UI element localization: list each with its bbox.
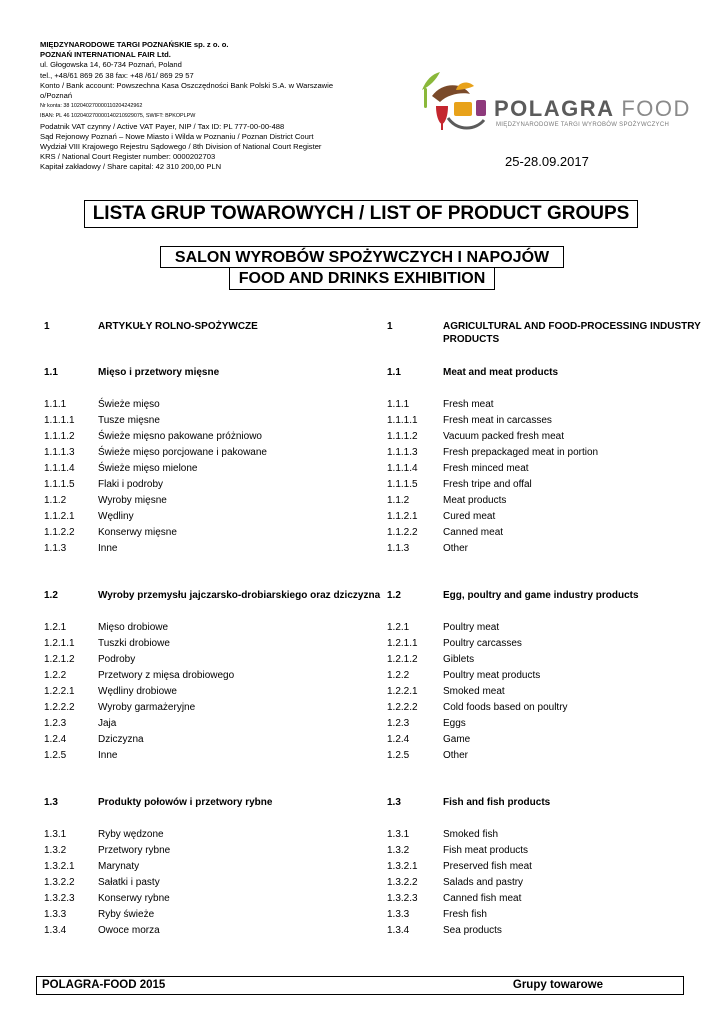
- group-name: Poultry meat products: [443, 670, 541, 681]
- group-name: Podroby: [98, 654, 136, 665]
- group-code: 1.1.1.1: [44, 415, 75, 426]
- group-code: 1.2.1.1: [387, 638, 418, 649]
- section-title-pl: SALON WYROBÓW SPOŻYWCZYCH I NAPOJÓW: [160, 246, 564, 268]
- group-name: Fresh meat: [443, 399, 494, 410]
- group-code: 1.3.2.1: [44, 861, 75, 872]
- group-name: Przetwory z mięsa drobiowego: [98, 670, 235, 681]
- group-code: 1.3.2.2: [44, 877, 75, 888]
- group-name: Świeże mięso mielone: [98, 463, 198, 474]
- group-code: 1.3.3: [387, 909, 410, 920]
- group-name: Dziczyzna: [98, 734, 144, 745]
- group-name: Other: [443, 750, 469, 761]
- group-code: 1.1.1.3: [44, 447, 75, 458]
- group-name: Cured meat: [443, 511, 496, 522]
- group-name: Sałatki i pasty: [98, 877, 160, 888]
- group-code: 1.1.1.2: [387, 431, 418, 442]
- group-code: 1.1.3: [387, 543, 410, 554]
- header-line: Sąd Rejonowy Poznań – Nowe Miasto i Wilda w Poznaniu / Poznan District Court: [40, 131, 314, 141]
- section-title-en: FOOD AND DRINKS EXHIBITION: [229, 268, 495, 290]
- group-code: 1.2.1.1: [44, 638, 75, 649]
- group-code: 1.1.1: [44, 399, 67, 410]
- group-code: 1.2.2.2: [44, 702, 75, 713]
- group-code: 1.3.2.3: [387, 893, 418, 904]
- group-code: 1.1: [44, 367, 58, 378]
- group-code: 1.2.2: [387, 670, 410, 681]
- group-code: 1.2: [44, 590, 58, 601]
- logo-subtitle: MIĘDZYNARODOWE TARGI WYROBÓW SPOŻYWCZYCH: [496, 122, 670, 128]
- group-name: Fresh fish: [443, 909, 487, 920]
- group-name: Preserved fish meat: [443, 861, 532, 872]
- group-code: 1.1.2: [44, 495, 67, 506]
- group-code: 1.1.1.1: [387, 415, 418, 426]
- header-line: IBAN: PL 46 10204027000014021092907​5, SWIFT: BPKOPLPW: [40, 113, 196, 120]
- group-code: 1.1.1.5: [387, 479, 418, 490]
- group-name: Jaja: [98, 718, 117, 729]
- group-name: Przetwory rybne: [98, 845, 171, 856]
- group-name: Produkty połowów i przetwory rybne: [98, 797, 273, 808]
- group-code: 1.1.2.1: [387, 511, 418, 522]
- group-name: Smoked fish: [443, 829, 499, 840]
- group-name: Game: [443, 734, 471, 745]
- group-code: 1.2.4: [44, 734, 67, 745]
- group-name: Konserwy rybne: [98, 893, 170, 904]
- company-header: [40, 40, 340, 173]
- group-name: AGRICULTURAL AND FOOD-PROCESSING INDUSTRY: [443, 321, 701, 332]
- logo-wordmark: POLAGRA FOOD: [494, 96, 691, 121]
- header-line: tel., +48/61 869 26 38 fax: +48 /61/ 869 29 57: [40, 70, 194, 80]
- group-name: Other: [443, 543, 469, 554]
- group-code: 1.2.3: [44, 718, 67, 729]
- group-name: Tuszki drobiowe: [98, 638, 170, 649]
- group-code: 1.3.2.3: [44, 893, 75, 904]
- group-code: 1: [44, 321, 50, 332]
- group-name: Flaki i podroby: [98, 479, 164, 490]
- header-line: MIĘDZYNARODOWE TARGI POZNAŃSKIE sp. z o. o.: [40, 40, 229, 49]
- group-code: 1.1.2.1: [44, 511, 75, 522]
- header-line: Wydział VIII Krajowego Rejestru Sądowego / 8th Division of National Court Register: [40, 142, 322, 152]
- group-name: Giblets: [443, 654, 475, 665]
- group-name: Konserwy mięsne: [98, 527, 177, 538]
- group-name: Tusze mięsne: [98, 415, 160, 426]
- group-code: 1: [387, 321, 393, 332]
- group-code: 1.1.1.4: [44, 463, 75, 474]
- group-name: Świeże mięsno pakowane próżniowo: [98, 431, 262, 442]
- group-code: 1.3.2.2: [387, 877, 418, 888]
- group-name: Wędliny: [98, 511, 134, 522]
- page-title: LISTA GRUP TOWAROWYCH / LIST OF PRODUCT GROUPS: [84, 200, 638, 228]
- group-name: Fresh minced meat: [443, 463, 529, 474]
- group-code: 1.3: [44, 797, 58, 808]
- group-name: Wyroby garmażeryjne: [98, 702, 196, 713]
- group-name: Marynaty: [98, 861, 140, 872]
- group-name: Wędliny drobiowe: [98, 686, 177, 697]
- group-name: Świeże mięso: [98, 399, 160, 410]
- group-code: 1.2.2.2: [387, 702, 418, 713]
- group-name: Cold foods based on poultry: [443, 702, 568, 713]
- group-name: Wyroby mięsne: [98, 495, 167, 506]
- header-line: Nr konta: 38 102040270000110204242962: [40, 103, 143, 110]
- group-code: 1.2.2.1: [44, 686, 75, 697]
- page-footer: [36, 976, 684, 995]
- header-line: ul. Głogowska 14, 60-734 Poznań, Poland: [40, 60, 182, 70]
- event-date: 25-28.09.2017: [505, 154, 589, 169]
- group-code: 1.3.1: [44, 829, 67, 840]
- group-code: 1.3.4: [387, 925, 410, 936]
- group-code: 1.2.2: [44, 670, 67, 681]
- group-name: Canned meat: [443, 527, 504, 538]
- group-code: 1.3.2.1: [387, 861, 418, 872]
- header-line: KRS / National Court Register number: 0000202703: [40, 152, 216, 162]
- group-code: 1.3.4: [44, 925, 67, 936]
- group-code: 1.2.4: [387, 734, 410, 745]
- group-name: ARTYKUŁY ROLNO-SPOŻYWCZE: [98, 321, 258, 332]
- group-name: Fresh prepackaged meat in portion: [443, 447, 599, 458]
- group-code: 1.3.1: [387, 829, 410, 840]
- group-code: 1.1.1.2: [44, 431, 75, 442]
- group-code: 1.2.2.1: [387, 686, 418, 697]
- group-name: Wyroby przemysłu jajczarsko-drobiarskiego oraz dziczyzna: [98, 590, 381, 601]
- group-code: 1.3: [387, 797, 401, 808]
- group-name: Fish and fish products: [443, 797, 551, 808]
- group-name: Smoked meat: [443, 686, 505, 697]
- group-code: 1.1.2.2: [387, 527, 418, 538]
- header-line: Podatnik VAT czynny / Active VAT Payer, NIP / Tax ID: PL 777-00-00-488: [40, 121, 285, 131]
- group-code: 1.1.3: [44, 543, 67, 554]
- group-name: Inne: [98, 543, 118, 554]
- group-name: Canned fish meat: [443, 893, 522, 904]
- group-name: Salads and pastry: [443, 877, 524, 888]
- group-code: 1.2.1: [387, 622, 410, 633]
- group-name: Egg, poultry and game industry products: [443, 590, 639, 601]
- group-code: 1.2.5: [44, 750, 67, 761]
- logo-mark-icon: [418, 72, 492, 142]
- group-code: 1.2.3: [387, 718, 410, 729]
- group-name: Fresh meat in carcasses: [443, 415, 552, 426]
- group-code: 1.1.1.3: [387, 447, 418, 458]
- group-code: 1.3.2: [44, 845, 67, 856]
- group-name: Ryby świeże: [98, 909, 155, 920]
- group-code: 1.2.5: [387, 750, 410, 761]
- group-code: 1.3.3: [44, 909, 67, 920]
- group-name: Sea products: [443, 925, 502, 936]
- group-name: Fresh tripe and offal: [443, 479, 532, 490]
- group-name: Fish meat products: [443, 845, 529, 856]
- group-code: 1.3.2: [387, 845, 410, 856]
- header-line: POZNAŃ INTERNATIONAL FAIR Ltd.: [40, 50, 171, 60]
- group-name: Eggs: [443, 718, 466, 729]
- group-code: 1.1.2: [387, 495, 410, 506]
- group-name: Poultry carcasses: [443, 638, 522, 649]
- group-code: 1.1.2.2: [44, 527, 75, 538]
- group-code: 1.2.1.2: [387, 654, 418, 665]
- group-code: 1.1.1: [387, 399, 410, 410]
- group-code: 1.1.1.5: [44, 479, 75, 490]
- group-name: Vacuum packed fresh meat: [443, 431, 564, 442]
- header-line: Konto / Bank account: Powszechna Kasa Oszczędności Bank Polski S.A. w Warszawie o/Poznań: [40, 80, 334, 101]
- group-name: Mięso i przetwory mięsne: [98, 367, 220, 378]
- group-code: 1.1.1.4: [387, 463, 418, 474]
- group-code: 1.2: [387, 590, 401, 601]
- group-name: Mięso drobiowe: [98, 622, 169, 633]
- group-name: Meat products: [443, 495, 507, 506]
- group-name: Poultry meat: [443, 622, 500, 633]
- group-code: 1.2.1: [44, 622, 67, 633]
- group-name: PRODUCTS: [443, 334, 500, 345]
- group-name: Ryby wędzone: [98, 829, 164, 840]
- footer-right: Grupy towarowe: [512, 979, 603, 991]
- group-name: Meat and meat products: [443, 367, 559, 378]
- group-code: 1.2.1.2: [44, 654, 75, 665]
- footer-left: POLAGRA-FOOD 2015: [42, 979, 166, 991]
- group-name: Owoce morza: [98, 925, 160, 936]
- group-code: 1.1: [387, 367, 401, 378]
- header-line: Kapitał zakładowy / Share capital: 42 310 200,00 PLN: [40, 162, 222, 172]
- group-name: Świeże mięso porcjowane i pakowane: [98, 447, 267, 458]
- polagra-food-logo: [418, 72, 691, 142]
- group-name: Inne: [98, 750, 118, 761]
